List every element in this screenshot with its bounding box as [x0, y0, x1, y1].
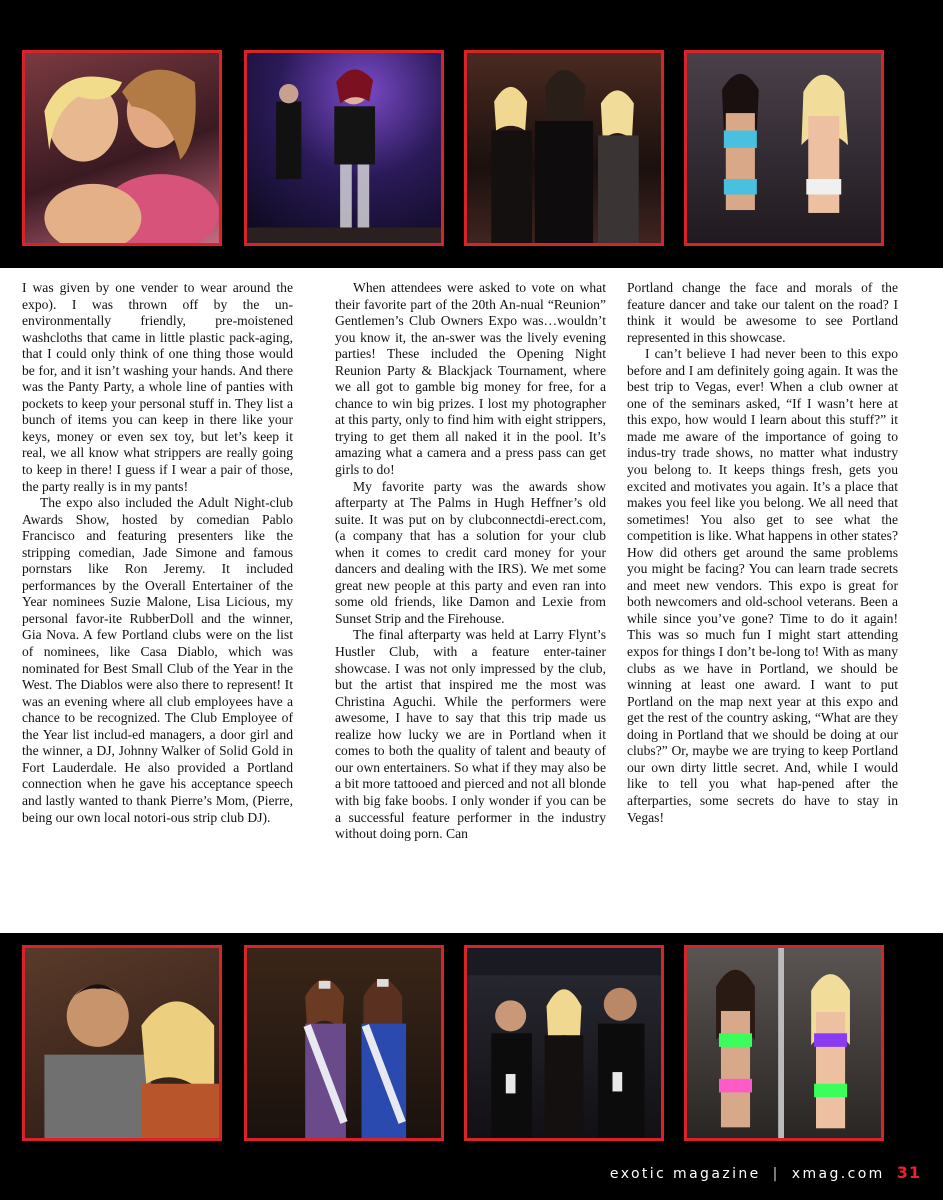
- photo-man-and-blonde-woman: [22, 945, 222, 1141]
- article-body: [0, 268, 943, 933]
- page-footer: [610, 1163, 921, 1182]
- website-link[interactable]: xmag.com: [791, 1166, 885, 1182]
- bottom-photo-row: [22, 945, 920, 1145]
- paragraph: The expo also included the Adult Night-club Awards Show, hosted by comedian Pablo Francisco and featuring presenters like the stripping comedian, Jade Simone and famous pornstars like Ron Jeremy. It included performances by the Overall Entertainer of the Year nominees Suzie Malone, Lisa Licious, my personal favor-ite RubberDoll and the winner, Gia Nova. A few Portland clubs were on the list of nominees, like Casa Diablo, which was nominated for Best Small Club of the Year in the West. The Diablos were also there to represent! It was an evening where all club employees have a chance to be recognized. The Club Employee of the Year list includ-ed managers, a door girl and the winner, a DJ, Johnny Walker of Solid Gold in Fort Lauderdale. He also provided a Portland connection when he gave his acceptance speech and lastly wanted to thank Pierre’s Mom, (Pierre, being our own local notori-ous strip club DJ).: [22, 495, 293, 825]
- article-column-2: [335, 280, 606, 843]
- paragraph: The final afterparty was held at Larry Flynt’s Hustler Club, with a feature enter-tainer showcase. I was not only impressed by the club, but the artist that inspired me the most was Christina Aguchi. While the performers were awesome, I have to say that this trip made us realize how lucky we are in Portland when it comes to both the quality of talent and beauty of our own entertainers. So what if they may also be a bit more tattooed and pierced and not all blonde with big fake boobs. I only wonder if you can be a successful feature performer in the industry without doing porn. Can: [335, 627, 606, 842]
- article-column-3: [627, 280, 898, 826]
- paragraph: I can’t believe I had never been to this expo before and I am definitely going again. It was the best trip to Vegas, ever! When a club owner at one of the seminars asked, “If I wasn’t here at this expo, how would I learn about this stuff?” it made me aware of the importance of going to indus-try trade shows, no matter what industry you belong to. It keeps things fresh, gets you excited and motivates you again. It’s a place that makes you feel like you belong. We all need that sometimes! You also get to see what the competition is like. What happens in other states? How did others get around the same problems you might be facing? You can learn trade secrets and meet new vendors. This expo is great for both newcomers and old-school veterans. Been a while since you’ve gone? Time to do it again! This was so much fun I might start attending expos for things I don’t be-long to! With as many clubs as we have in Portland, we should be winning at least one award. I want to put Portland on the map next year at this expo and get the rest of the country asking, “What are they doing in Portland that we should be doing at our clubs?” Or, maybe we are trying to keep Portland our own dirty little secret. And, while I would like to tell you what hap-pened after the afterparties, some secrets do have to stay in Vegas!: [627, 346, 898, 825]
- paragraph: My favorite party was the awards show afterparty at The Palms in Hugh Heffner’s old suite. It was put on by clubconnectdi-erect.com, (a company that has a solution for your club when it comes to credit card money for your dancers and dealing with the IRS). We met some great new people at this party and even ran into some old friends, like Damon and Lexie from Sunset Strip and the Firehouse.: [335, 478, 606, 626]
- top-photo-row: [22, 50, 920, 250]
- paragraph: When attendees were asked to vote on what their favorite part of the 20th An-nual “Reunion” Gentlemen’s Club Owners Expo was…wouldn’t you know it, the an-swer was the lively evening parties! These included the Opening Night Reunion Party & Blackjack Tournament, where we all got to gamble big money for free, for a chance to win big prizes. I lost my photographer at this party, only to find him with eight strippers, trying to get them all naked it in the pool. It’s amazing what a camera and a press pass can get girls to do!: [335, 280, 606, 478]
- page-number: 31: [896, 1163, 921, 1182]
- paragraph: I was given by one vender to wear around the expo). I was thrown off by the un-environmentally friendly, pre-moistened washcloths that came in little plastic pack-aging, that I could only think of one thing those would be for, and it isn’t washing your hands. And there was the Panty Party, a whole line of panties with pockets to keep your personal stuff in. They list a bunch of items you can keep in there like your keys, money or even sex toy, but let’s keep it real, we all know what strippers are really going to keep in there! I guess if I wear a pair of those, the party really is in my pants!: [22, 280, 293, 494]
- photo-two-blonde-women: [22, 50, 222, 246]
- photo-two-women-in-bikinis: [684, 50, 884, 246]
- article-column-1: [22, 280, 293, 826]
- photo-two-women-neon-bikinis: [684, 945, 884, 1141]
- footer-separator: |: [772, 1166, 780, 1182]
- magazine-name: exotic magazine: [609, 1166, 761, 1182]
- photo-stage-performers: [244, 50, 444, 246]
- photo-pageant-winners: [244, 945, 444, 1141]
- photo-three-people-jello-shots: [464, 945, 664, 1141]
- photo-man-with-two-women: [464, 50, 664, 246]
- paragraph: Portland change the face and morals of the feature dancer and take our talent on the road? I think it would be awesome to see Portland represented in this showcase.: [627, 280, 898, 345]
